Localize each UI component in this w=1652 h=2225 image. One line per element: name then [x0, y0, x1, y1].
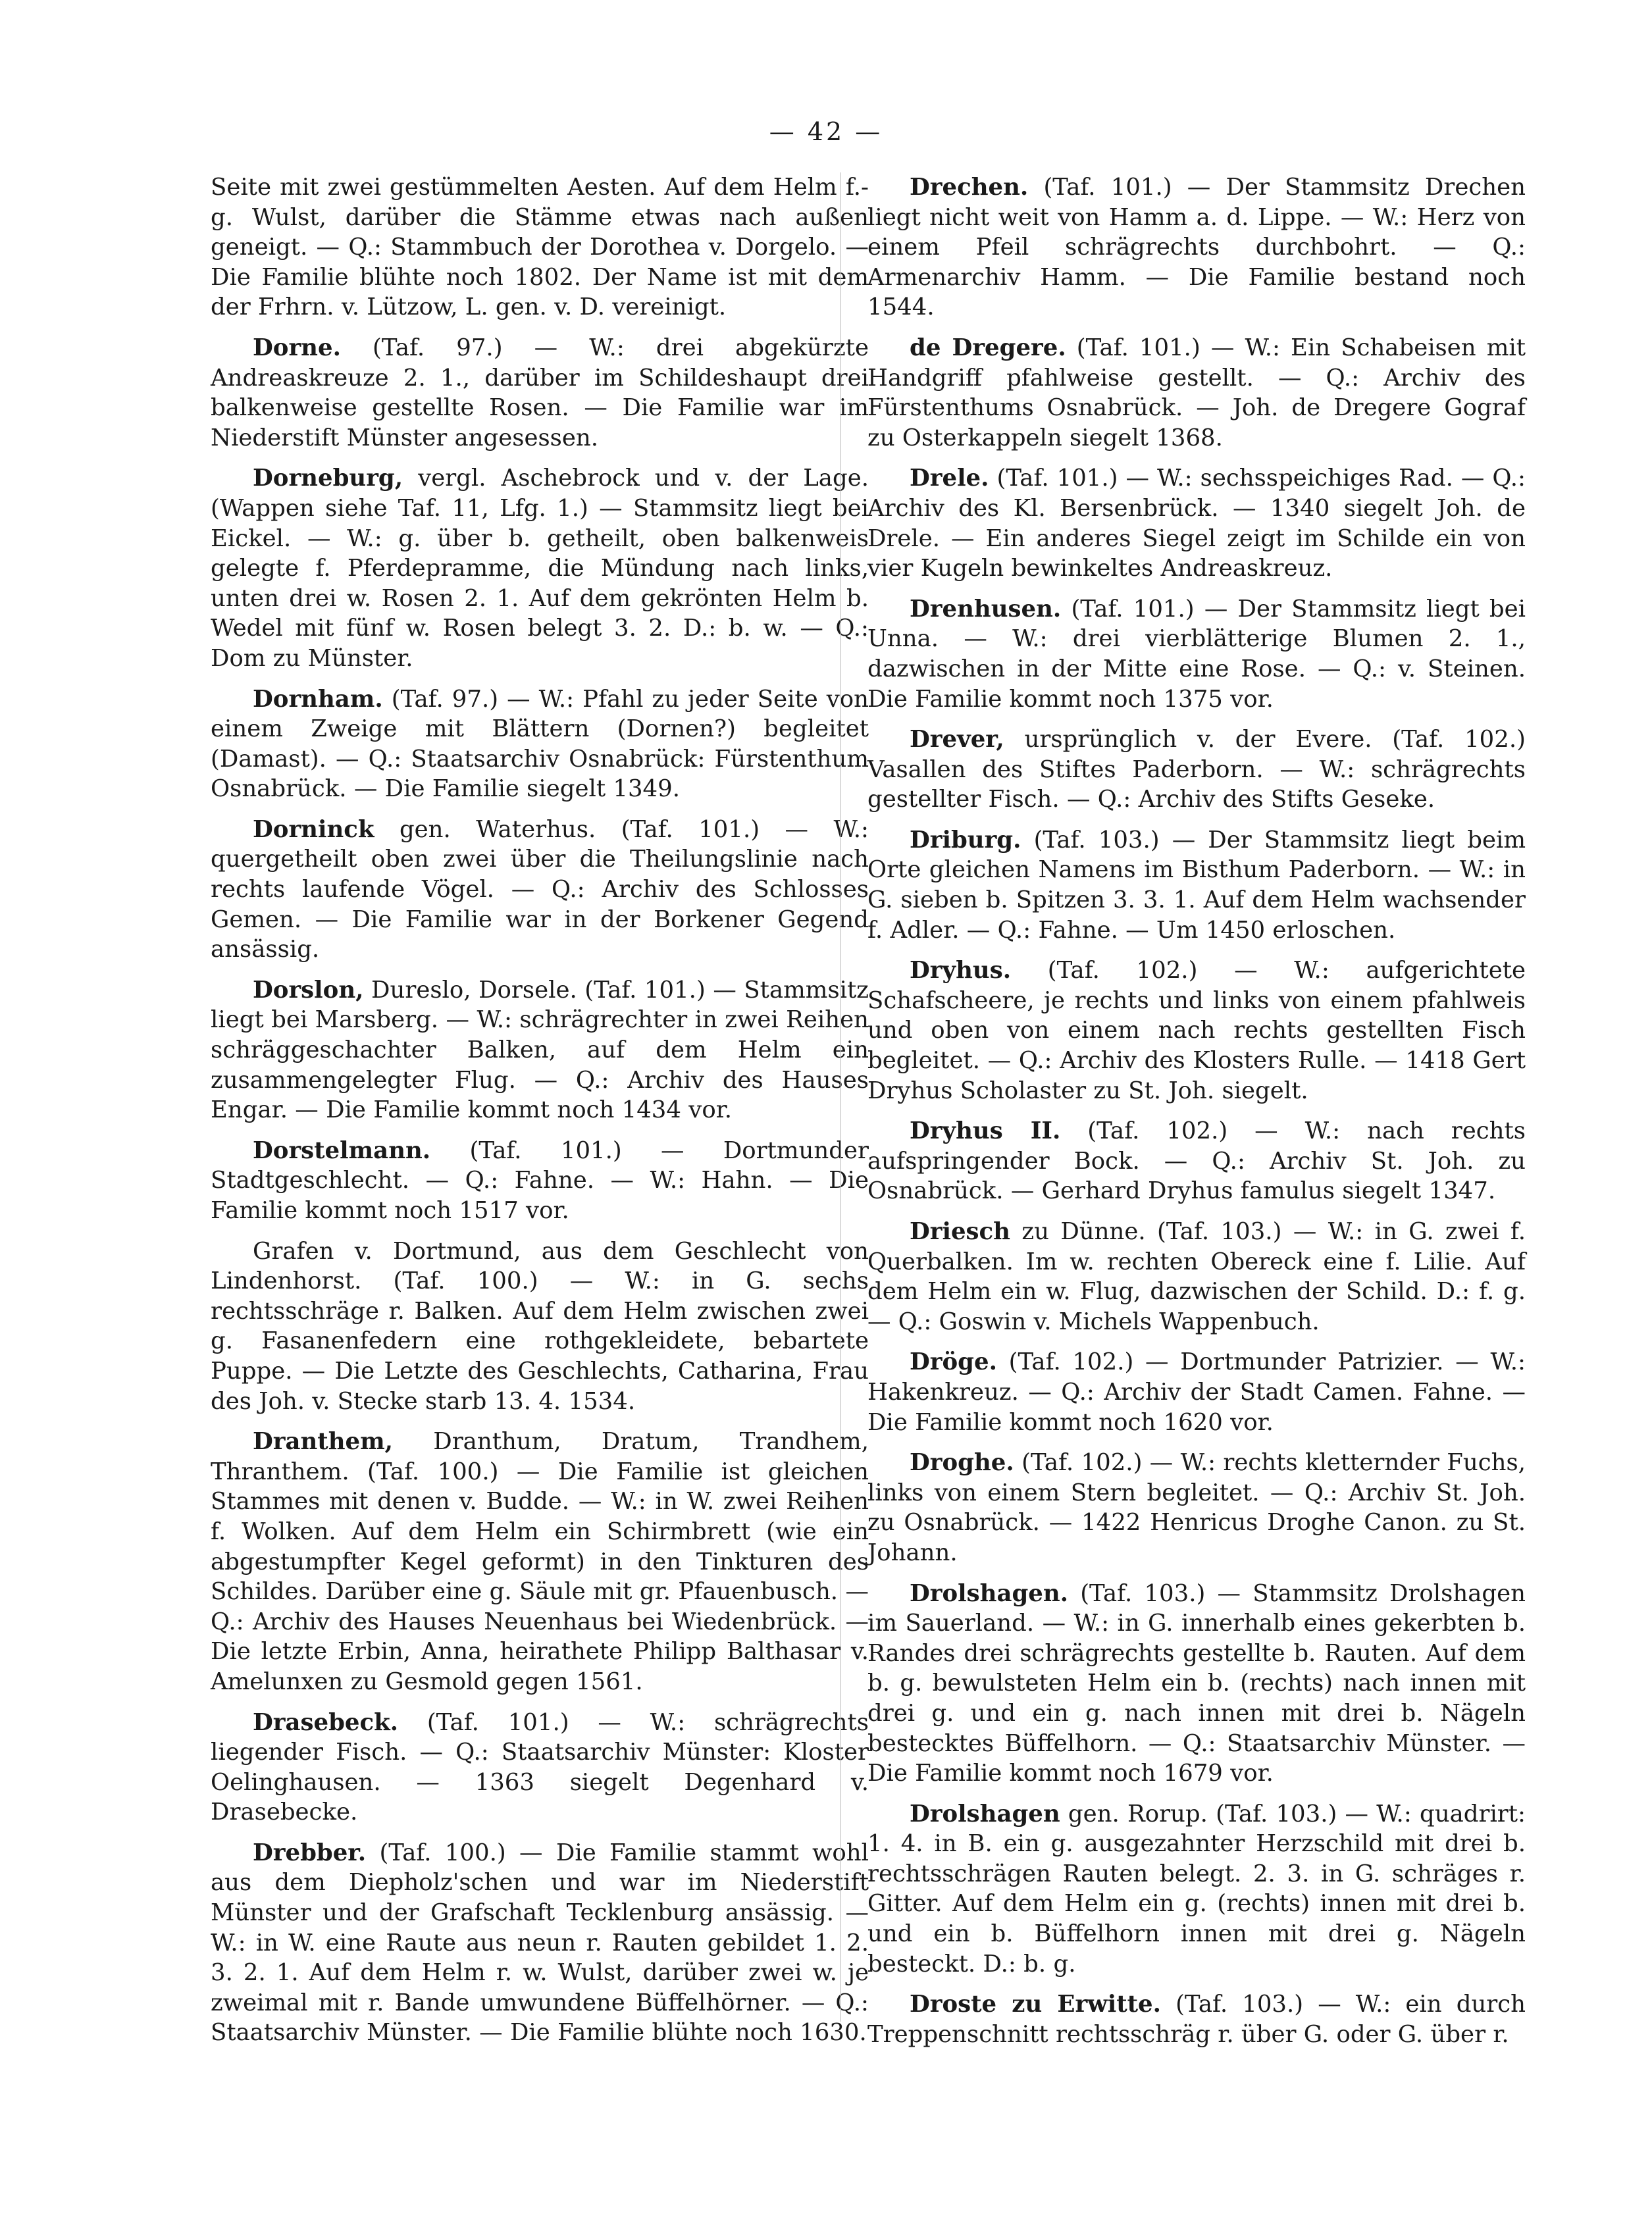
entry-text: ursprünglich v. der Evere. (Taf. 102.) Vasallen des Stiftes Paderborn. — W.: schrägrechts gestellter Fisch. — Q.: Archiv des Stifts Geseke. — [867, 726, 1526, 813]
entry-headword: Droghe. — [910, 1449, 1014, 1477]
entry-text: (Taf. 100.) — Die Familie stammt wohl aus dem Diepholz'schen und war im Niederstift Münster und der Grafschaft Tecklenburg ansässig. — W.: in W. eine Raute aus neun r. Rauten gebildet 1. 2. 3. 2. 1. Auf dem Helm r. w. Wulst, darüber zwei w. je zweimal mit r. Bande umwundene Büffelhörner. — Q.: Staatsarchiv Münster. — Die Familie blühte noch 1630. — [211, 1839, 869, 2047]
entry-headword: Dornham. — [253, 685, 383, 713]
entry-headword: Drenhusen. — [910, 595, 1062, 623]
entry-headword: Droste zu Erwitte. — [910, 1991, 1161, 2018]
entry-text: (Taf. 103.) — Stammsitz Drolshagen im Sauerland. — W.: in G. innerhalb eines gekerbten b. Randes drei schrägrechts gestellte b. Rauten. Auf dem b. g. bewulsteten Helm ein b. (rechts) nach innen mit drei g. und ein g. nach innen mit drei b. Nägeln bestecktes Büffelhorn. — Q.: Staatsarchiv Münster. — Die Familie kommt noch 1679 vor. — [867, 1579, 1526, 1787]
entry-text: Grafen v. Dortmund, aus dem Geschlecht von Lindenhorst. (Taf. 100.) — W.: in G. sechs rechtsschräge r. Balken. Auf dem Helm zwischen zwei g. Fasanenfedern eine rothgekleidete, bebartete Puppe. — Die Letzte des Geschlechts, Catharina, Frau des Joh. v. Stecke starb 13. 4. 1534. — [211, 1237, 869, 1415]
entry — [211, 333, 869, 453]
left-column — [211, 172, 869, 2059]
entry-text: gen. Rorup. (Taf. 103.) — W.: quadrirt: 1. 4. in B. ein g. ausgezahnter Herzschild mit drei b. rechtsschrägen Rauten belegt. 2. 3. in G. schräges r. Gitter. Auf dem Helm ein g. (rechts) innen mit drei b. und ein b. Büffelhorn innen mit drei g. Nägeln besteckt. D.: b. g. — [867, 1800, 1526, 1978]
entry-text: Seite mit zwei gestümmelten Aesten. Auf dem Helm f.-g. Wulst, darüber die Stämme etwas nach außen geneigt. — Q.: Stammbuch der Dorothea v. Dorgelo. — Die Familie blühte noch 1802. Der Name ist mit dem der Frhrn. v. Lützow, L. gen. v. D. vereinigt. — [211, 174, 869, 321]
page-number: — 42 — — [769, 117, 883, 146]
entry — [867, 333, 1526, 453]
entry — [211, 1237, 869, 1417]
entry-headword: Dorslon, — [253, 976, 364, 1004]
entry — [867, 172, 1526, 322]
entry — [211, 975, 869, 1125]
entry-text: gen. Waterhus. (Taf. 101.) — W.: quergetheilt oben zwei über die Theilungslinie nach rechts laufende Vögel. — Q.: Archiv des Schlosses Gemen. — Die Familie war in der Borkener Gegend ansässig. — [211, 815, 869, 963]
entry-text: (Taf. 97.) — W.: drei abgekürzte Andreaskreuze 2. 1., darüber im Schildeshaupt drei balkenweise gestellte Rosen. — Die Familie war im Niederstift Münster angesessen. — [211, 334, 869, 451]
entry-text: (Taf. 102.) — W.: nach rechts aufspringender Bock. — Q.: Archiv St. Joh. zu Osnabrück. — Gerhard Dryhus famulus siegelt 1347. — [867, 1117, 1526, 1205]
entry-text: (Taf. 101.) — W.: schrägrechts liegender Fisch. — Q.: Staatsarchiv Münster: Kloster Oelinghausen. — 1363 siegelt Degenhard v. Drasebecke. — [211, 1708, 869, 1826]
entry-headword: Dorneburg, — [253, 465, 403, 492]
entry-headword: de Dregere. — [910, 334, 1066, 361]
entry — [867, 1579, 1526, 1789]
entry-headword: Drever, — [910, 726, 1004, 754]
entry-text: (Taf. 101.) — Dortmunder Stadtgeschlecht. — Q.: Fahne. — W.: Hahn. — Die Familie kommt noch 1517 vor. — [211, 1137, 869, 1224]
entry — [867, 1989, 1526, 2049]
entry-headword: Driesch — [910, 1218, 1010, 1245]
entry — [211, 815, 869, 965]
entry-text: (Taf. 103.) — Der Stammsitz liegt beim Orte gleichen Namens im Bisthum Paderborn. — W.: in G. sieben b. Spitzen 3. 3. 1. Auf dem Helm wachsender f. Adler. — Q.: Fahne. — Um 1450 erloschen. — [867, 826, 1526, 944]
entry-text: (Taf. 102.) — W.: aufgerichtete Schafscheere, je rechts und links von einem pfahlweis und oben von einem nach rechts gestellten Fisch begleitet. — Q.: Archiv des Klosters Rulle. — 1418 Gert Dryhus Scholaster zu St. Joh. siegelt. — [867, 957, 1526, 1104]
entry-headword: Dorninck — [253, 815, 374, 843]
entry — [211, 172, 869, 322]
entry — [211, 684, 869, 804]
entry-text: (Taf. 101.) — Der Stammsitz Drechen liegt nicht weit von Hamm a. d. Lippe. — W.: Herz von einem Pfeil schrägrechts durchbohrt. — Q.: Armenarchiv Hamm. — Die Familie bestand noch 1544. — [867, 174, 1526, 321]
entry-headword: Dorstelmann. — [253, 1137, 431, 1164]
entry-headword: Drele. — [910, 465, 989, 492]
entry-text: (Taf. 102.) — Dortmunder Patrizier. — W.: Hakenkreuz. — Q.: Archiv der Stadt Camen. Fahne. — Die Familie kommt noch 1620 vor. — [867, 1348, 1526, 1436]
entry-text: (Taf. 101.) — W.: sechsspeichiges Rad. — Q.: Archiv des Kl. Bersenbrück. — 1340 siegelt Joh. de Drele. — Ein anderes Siegel zeigt im Schilde ein von vier Kugeln bewinkeltes Andreaskreuz. — [867, 465, 1526, 582]
entry-text: (Taf. 97.) — W.: Pfahl zu jeder Seite von einem Zweige mit Blättern (Dornen?) begleitet (Damast). — Q.: Staatsarchiv Osnabrück: Fürstenthum Osnabrück. — Die Familie siegelt 1349. — [211, 685, 869, 803]
entry-headword: Drasebeck. — [253, 1708, 399, 1736]
entry-text: Dranthum, Dratum, Trandhem, Thranthem. (Taf. 100.) — Die Familie ist gleichen Stammes mit denen v. Budde. — W.: in W. zwei Reihen f. Wolken. Auf dem Helm ein Schirmbrett (wie ein abgestumpfter Kegel geformt) in den Tinkturen des Schildes. Darüber eine g. Säule mit gr. Pfauenbusch. — Q.: Archiv des Hauses Neuenhaus bei Wiedenbrück. — Die letzte Erbin, Anna, heirathete Philipp Balthasar v. Amelunxen zu Gesmold gegen 1561. — [211, 1428, 869, 1695]
column-divider — [840, 172, 841, 2022]
entry-text: (Taf. 101.) — W.: Ein Schabeisen mit Handgriff pfahlweise gestellt. — Q.: Archiv des Fürstenthums Osnabrück. — Joh. de Dregere Gograf zu Osterkappeln siegelt 1368. — [867, 334, 1526, 451]
entry — [867, 594, 1526, 714]
entry-headword: Dranthem, — [253, 1428, 394, 1456]
entry — [211, 463, 869, 673]
entry-headword: Dryhus II. — [910, 1117, 1061, 1145]
entry — [867, 956, 1526, 1106]
entry-headword: Dryhus. — [910, 957, 1012, 985]
entry-text: zu Dünne. (Taf. 103.) — W.: in G. zwei f. Querbalken. Im w. rechten Obereck eine f. Lilie. Auf dem Helm ein w. Flug, dazwischen der Schild. D.: f. g. — Q.: Goswin v. Michels Wappenbuch. — [867, 1218, 1526, 1335]
entry-text: (Taf. 102.) — W.: rechts kletternder Fuchs, links von einem Stern begleitet. — Q.: Archiv St. Joh. zu Osnabrück. — 1422 Henricus Droghe Canon. zu St. Johann. — [867, 1449, 1526, 1566]
entry — [867, 1799, 1526, 1980]
entry — [867, 1448, 1526, 1568]
entry-headword: Drebber. — [253, 1839, 367, 1866]
entry — [211, 1838, 869, 2048]
entry-text: Dureslo, Dorsele. (Taf. 101.) — Stammsitz liegt bei Marsberg. — W.: schrägrechter in zwei Reihen schräggeschachter Balken, auf dem Helm ein zusammengelegter Flug. — Q.: Archiv des Hauses Engar. — Die Familie kommt noch 1434 vor. — [211, 976, 869, 1124]
entry — [867, 463, 1526, 583]
entry — [867, 1347, 1526, 1437]
entry-text: (Taf. 103.) — W.: ein durch Treppenschnitt rechtsschräg r. über G. oder G. über r. — [867, 1991, 1526, 2048]
entry-headword: Driburg. — [910, 826, 1021, 854]
entry — [867, 1116, 1526, 1206]
entry — [211, 1136, 869, 1226]
entry — [211, 1427, 869, 1697]
right-column — [867, 172, 1526, 2060]
entry-text: vergl. Aschebrock und v. der Lage. (Wappen siehe Taf. 11, Lfg. 1.) — Stammsitz liegt bei Eickel. — W.: g. über b. getheilt, oben balkenweis gelegte f. Pferdepramme, die Mündung nach links, unten drei w. Rosen 2. 1. Auf dem gekrönten Helm b. Wedel mit fünf w. Rosen belegt 3. 2. D.: b. w. — Q.: Dom zu Münster. — [211, 465, 869, 672]
entry-text: (Taf. 101.) — Der Stammsitz liegt bei Unna. — W.: drei vierblätterige Blumen 2. 1., dazwischen in der Mitte eine Rose. — Q.: v. Steinen. Die Familie kommt noch 1375 vor. — [867, 595, 1526, 713]
entry — [867, 725, 1526, 815]
entry — [867, 1217, 1526, 1337]
entry — [867, 825, 1526, 945]
entry-headword: Drolshagen. — [910, 1579, 1069, 1607]
entry-headword: Drechen. — [910, 174, 1029, 201]
entry-headword: Dröge. — [910, 1348, 997, 1376]
entry — [211, 1708, 869, 1828]
entry-headword: Drolshagen — [910, 1800, 1060, 1828]
entry-headword: Dorne. — [253, 334, 341, 361]
